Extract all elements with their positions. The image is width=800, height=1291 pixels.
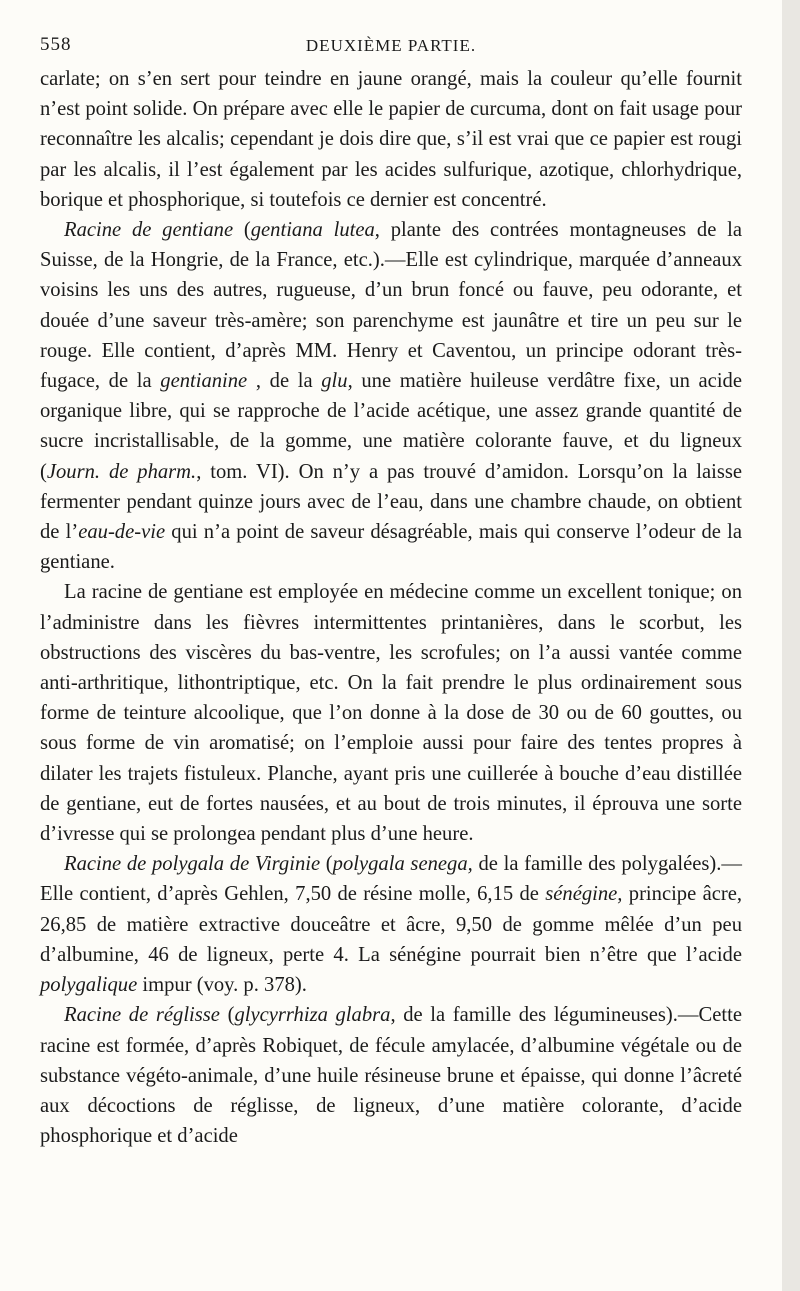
italic-text: Racine de gentiane xyxy=(64,219,234,242)
italic-text: Racine de polygala de Virginie xyxy=(64,853,321,876)
page-number: 558 xyxy=(40,34,72,55)
text-run: ( xyxy=(233,219,251,242)
text-run: , de la famille des légumineuses).—Cette racine est formée, d’après Robiquet, de fécule amylacée, d’albumine végétale ou de substance végéto-animale, d’une huile résineuse brune et épaisse, qui donne l’âcreté aux décoctions de réglisse, de ligneux, d’une matière colorante, d’acide phosphorique et d’acide xyxy=(40,1004,742,1148)
text-run: , de la xyxy=(247,370,322,393)
paragraph xyxy=(40,577,742,849)
paragraph xyxy=(40,64,742,215)
text-run: impur (voy. p. 378). xyxy=(137,974,307,997)
text-run: La racine de gentiane est employée en médecine comme un excellent tonique; on l’administre dans les fièvres intermittentes printanières, dans le scorbut, les obstructions des viscères du bas-ventre, les scrofules; on l’a aussi vantée comme anti-arthritique, lithontriptique, etc. On la fait prendre le plus ordinairement sous forme de teinture alcoolique, que l’on donne à la dose de 30 ou de 60 gouttes, ou sous forme de vin aromatisé; on l’emploie aussi pour faire des tentes propres à dilater les trajets fistuleux. Planche, ayant pris une cuillerée à bouche d’eau distillée de gentiane, eut de fortes nausées, et au bout de trois minutes, il éprouva une sorte d’ivresse qui se prolongea pendant plus d’une heure. xyxy=(40,581,742,846)
italic-text: gentiana lutea xyxy=(250,219,375,242)
paragraph xyxy=(40,215,742,577)
paragraph xyxy=(40,849,742,1000)
paragraph xyxy=(40,1000,742,1151)
text-run: de la famille des polygalées).— Elle contient, d’après Gehlen, 7,50 de résine molle, 6,15 de xyxy=(40,853,742,906)
text-run: , une matière huileuse verdâtre fixe, un acide organique libre, qui se rapproche de l’acide acétique, une assez grande quantité de sucre incristallisable, de la gomme, une matière colorante fauve, et du ligneux ( xyxy=(40,370,742,483)
running-head: DEUXIÈME PARTIE. xyxy=(305,36,477,55)
text-run: ( xyxy=(219,1004,235,1027)
italic-text: sénégine, xyxy=(545,883,623,906)
italic-text: glycyrrhiza glabra xyxy=(234,1004,391,1027)
text-run: carlate; on s’en sert pour teindre en jaune orangé, mais la couleur qu’elle fournit n’est point solide. On prépare avec elle le papier de curcuma, dont on fait usage pour reconnaître les alcalis; cependant je dois dire que, s’il est vrai que ce papier est rougi par les alcalis, il l’est également par les acides sulfurique, azotique, chlorhydrique, borique et phosphorique, si toutefois ce dernier est concentré. xyxy=(40,68,742,211)
text-run: ( xyxy=(320,853,333,876)
text-run: principe âcre, 26,85 de matière extractive douceâtre et âcre, 9,50 de gomme mêlée d’un peu d’albumine, 46 de ligneux, perte 4. La sénégine pourrait bien n’être que l’acide xyxy=(40,883,742,966)
page-body xyxy=(40,64,742,1151)
italic-text: Racine de réglisse xyxy=(64,1004,220,1027)
italic-text: polygala senega, xyxy=(332,853,473,876)
text-run: , plante des contrées montagneuses de la Suisse, de la Hongrie, de la France, etc.).—Elle est cylindrique, marquée d’anneaux voisins les uns des autres, rugueuse, d’un brun foncé ou fauve, peu odorante, et douée d’une saveur très-amère; son parenchyme est jaunâtre et tire un peu sur le rouge. Elle contient, d’après MM. Henry et Caventou, un principe odorant très-fugace, de la xyxy=(40,219,742,393)
text-run: , tom. VI). On n’y a pas trouvé d’amidon. Lorsqu’on la laisse fermenter pendant quinze jours avec de l’eau, dans une chambre chaude, on obtient de l’ xyxy=(40,460,742,544)
italic-text: eau-de-vie xyxy=(78,521,166,544)
italic-text: gentianine xyxy=(160,370,248,393)
text-run: qui n’a point de saveur désagréable, mais qui conserve l’odeur de la gentiane. xyxy=(40,521,742,574)
page-header xyxy=(40,30,742,64)
italic-text: Journ. de pharm. xyxy=(46,460,197,483)
italic-text: polygalique xyxy=(40,974,138,997)
italic-text: glu xyxy=(321,370,348,393)
